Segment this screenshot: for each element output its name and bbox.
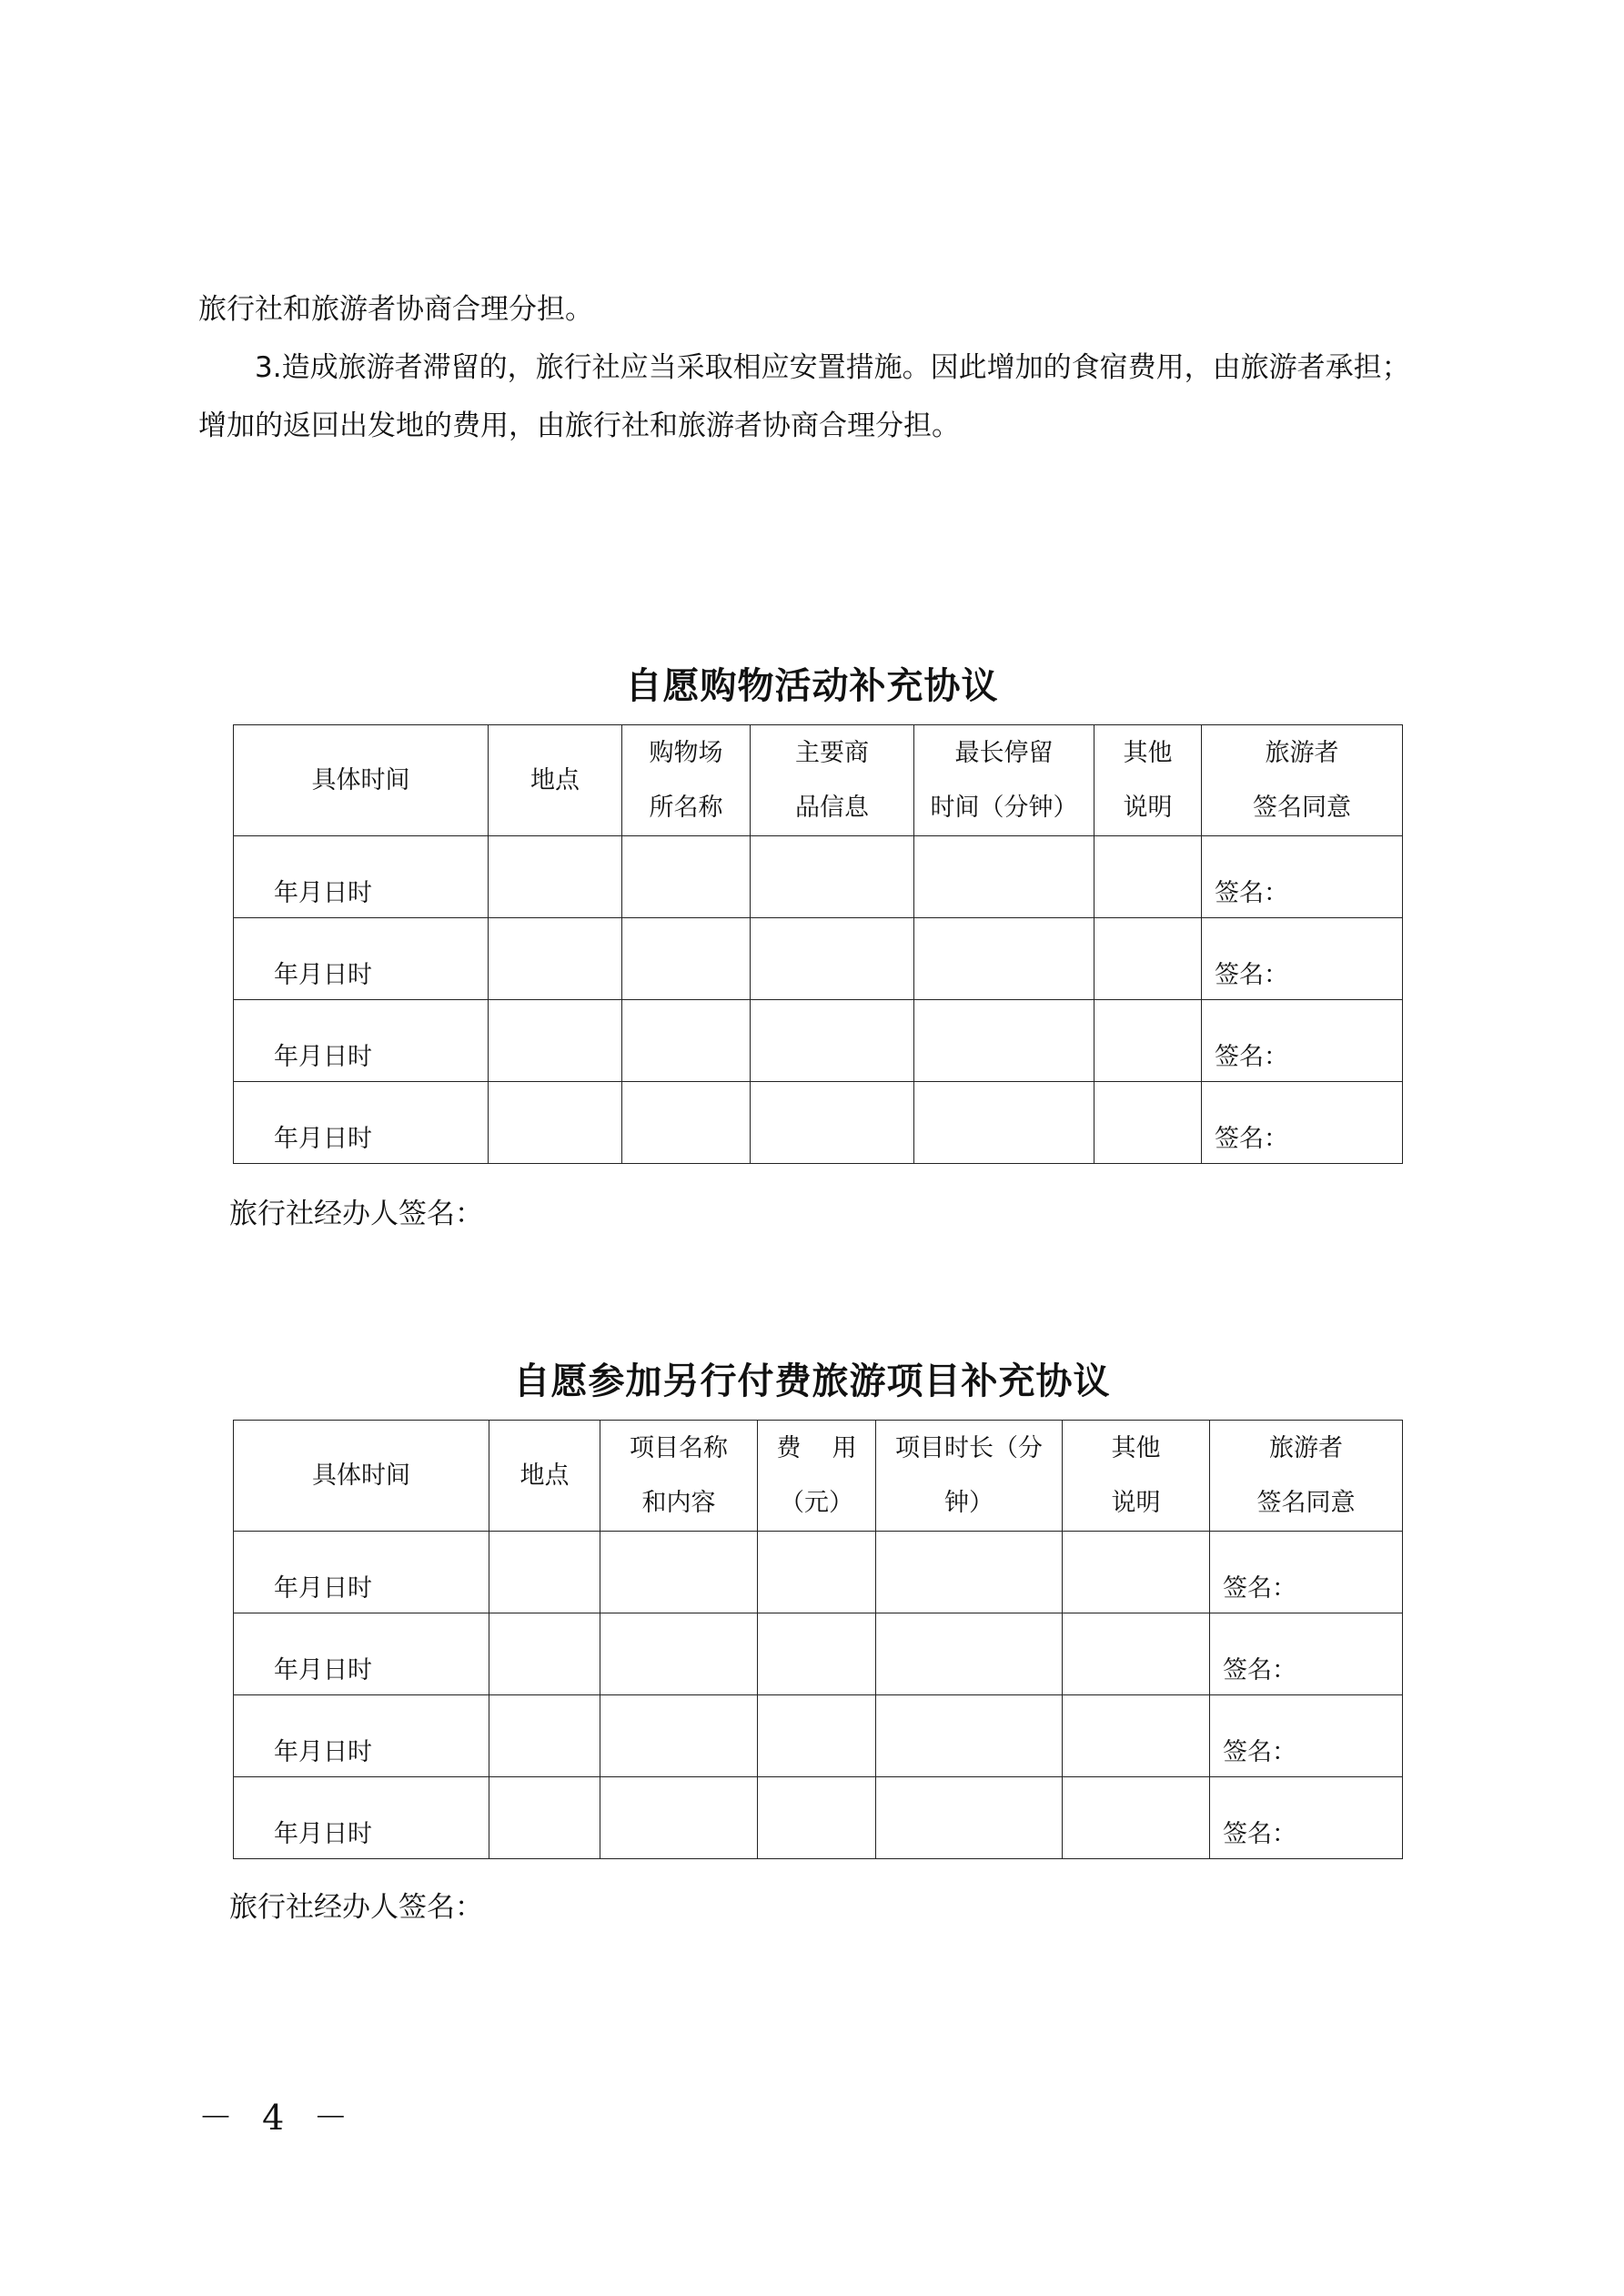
location-cell[interactable] <box>489 918 622 1000</box>
stay-time-cell[interactable] <box>914 1000 1094 1082</box>
notes-cell[interactable] <box>1094 918 1202 1000</box>
table-row <box>234 1000 1403 1082</box>
goods-info-cell[interactable] <box>751 1000 914 1082</box>
notes-cell[interactable] <box>1094 1082 1202 1164</box>
header-cell: 具体时间 <box>234 1421 489 1532</box>
agency-agent-signature-label: 旅行社经办人签名： <box>229 1198 483 1230</box>
time-cell: 年月日时 <box>234 1613 489 1695</box>
table-header-row <box>234 725 1403 836</box>
header-cell: 主要商 品信息 <box>751 725 914 836</box>
location-cell[interactable] <box>489 1777 600 1859</box>
fee-cell[interactable] <box>758 1613 876 1695</box>
paragraph-clause-3: 3.造成旅游者滞留的，旅行社应当采取相应安置措施。因此增加的食宿费用，由旅游者承担；增加的返回出发地的费用，由旅行社和旅游者协商合理分担。 <box>198 351 1410 442</box>
fee-cell[interactable] <box>758 1777 876 1859</box>
agency-agent-signature-label: 旅行社经办人签名： <box>229 1891 483 1924</box>
header-cell: 项目时长（分 钟） <box>876 1421 1063 1532</box>
duration-cell[interactable] <box>876 1777 1063 1859</box>
paid-activity-agreement-title: 自愿参加另行付费旅游项目补充协议 <box>513 1360 1111 1402</box>
time-cell: 年月日时 <box>234 1000 489 1082</box>
header-cell: 其他 说明 <box>1094 725 1202 836</box>
time-cell: 年月日时 <box>234 1695 489 1777</box>
goods-info-cell[interactable] <box>751 918 914 1000</box>
time-cell: 年月日时 <box>234 1777 489 1859</box>
notes-cell[interactable] <box>1094 836 1202 918</box>
location-cell[interactable] <box>489 1000 622 1082</box>
signature-cell[interactable]: 签名： <box>1202 1082 1403 1164</box>
header-cell: 其他 说明 <box>1063 1421 1210 1532</box>
shopping-agreement-table <box>233 724 1403 1164</box>
location-cell[interactable] <box>489 1613 600 1695</box>
table-header-row <box>234 1421 1403 1532</box>
signature-cell[interactable]: 签名： <box>1210 1613 1403 1695</box>
stay-time-cell[interactable] <box>914 1082 1094 1164</box>
notes-cell[interactable] <box>1063 1777 1210 1859</box>
project-name-cell[interactable] <box>600 1532 758 1613</box>
fee-cell[interactable] <box>758 1532 876 1613</box>
header-cell: 购物场 所名称 <box>622 725 751 836</box>
table-row <box>234 836 1403 918</box>
project-name-cell[interactable] <box>600 1777 758 1859</box>
shopping-agreement-title: 自愿购物活动补充协议 <box>625 665 999 707</box>
paragraph-continuation: 旅行社和旅游者协商合理分担。 <box>198 293 593 326</box>
paid-activity-agreement-table <box>233 1420 1403 1859</box>
notes-cell[interactable] <box>1063 1613 1210 1695</box>
notes-cell[interactable] <box>1063 1695 1210 1777</box>
header-cell: 费 用 （元） <box>758 1421 876 1532</box>
project-name-cell[interactable] <box>600 1613 758 1695</box>
signature-cell[interactable]: 签名： <box>1210 1777 1403 1859</box>
fee-cell[interactable] <box>758 1695 876 1777</box>
signature-cell[interactable]: 签名： <box>1202 1000 1403 1082</box>
stay-time-cell[interactable] <box>914 836 1094 918</box>
time-cell: 年月日时 <box>234 1532 489 1613</box>
time-cell: 年月日时 <box>234 1082 489 1164</box>
notes-cell[interactable] <box>1094 1000 1202 1082</box>
signature-cell[interactable]: 签名： <box>1210 1695 1403 1777</box>
time-cell: 年月日时 <box>234 836 489 918</box>
page-number: － 4 － <box>198 2098 358 2138</box>
table-row <box>234 1082 1403 1164</box>
signature-cell[interactable]: 签名： <box>1202 918 1403 1000</box>
table-row <box>234 1777 1403 1859</box>
goods-info-cell[interactable] <box>751 1082 914 1164</box>
header-cell: 旅游者 签名同意 <box>1210 1421 1403 1532</box>
stay-time-cell[interactable] <box>914 918 1094 1000</box>
header-cell: 具体时间 <box>234 725 489 836</box>
table-row <box>234 1613 1403 1695</box>
store-name-cell[interactable] <box>622 1000 751 1082</box>
signature-cell[interactable]: 签名： <box>1202 836 1403 918</box>
location-cell[interactable] <box>489 1082 622 1164</box>
duration-cell[interactable] <box>876 1695 1063 1777</box>
header-cell: 最长停留 时间（分钟） <box>914 725 1094 836</box>
goods-info-cell[interactable] <box>751 836 914 918</box>
store-name-cell[interactable] <box>622 918 751 1000</box>
table-row <box>234 1695 1403 1777</box>
table-row <box>234 918 1403 1000</box>
table-row <box>234 1532 1403 1613</box>
duration-cell[interactable] <box>876 1613 1063 1695</box>
store-name-cell[interactable] <box>622 1082 751 1164</box>
signature-cell[interactable]: 签名： <box>1210 1532 1403 1613</box>
store-name-cell[interactable] <box>622 836 751 918</box>
location-cell[interactable] <box>489 1695 600 1777</box>
location-cell[interactable] <box>489 836 622 918</box>
header-cell: 旅游者 签名同意 <box>1202 725 1403 836</box>
notes-cell[interactable] <box>1063 1532 1210 1613</box>
time-cell: 年月日时 <box>234 918 489 1000</box>
header-cell: 地点 <box>489 725 622 836</box>
header-cell: 项目名称 和内容 <box>600 1421 758 1532</box>
project-name-cell[interactable] <box>600 1695 758 1777</box>
duration-cell[interactable] <box>876 1532 1063 1613</box>
header-cell: 地点 <box>489 1421 600 1532</box>
location-cell[interactable] <box>489 1532 600 1613</box>
